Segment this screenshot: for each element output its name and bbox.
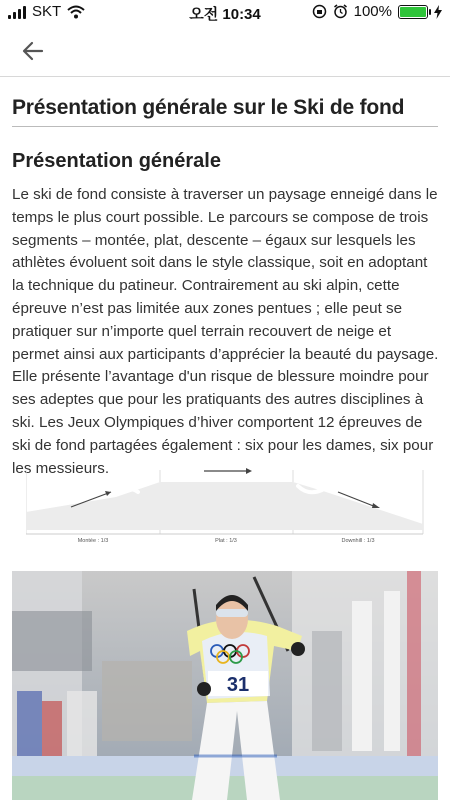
- battery-fill: [400, 7, 426, 17]
- course-profile-diagram: [26, 462, 426, 544]
- status-time: 오전 10:34: [189, 6, 261, 23]
- course-profile-shape: [26, 482, 423, 530]
- rotation-lock-icon: [312, 4, 327, 19]
- segment-label-downhill: Downhill : 1/3: [341, 538, 375, 544]
- back-arrow-icon[interactable]: [18, 36, 48, 66]
- bib-number: 31: [226, 674, 250, 696]
- status-right: [312, 3, 442, 20]
- article-title: Présentation générale sur le Ski de fond: [12, 96, 438, 127]
- charging-icon: [434, 5, 442, 19]
- status-bar: [0, 0, 450, 24]
- cross-country-skier-photo: [12, 571, 438, 800]
- alarm-icon: [333, 4, 348, 19]
- segment-label-plat: Plat : 1/3: [215, 538, 237, 544]
- navigation-bar: [0, 24, 450, 77]
- segment-label-montee: Montée : 1/3: [77, 538, 109, 544]
- article-paragraph: Le ski de fond consiste à traverser un paysage enneigé dans le temps le plus court possible. Le parcours se compose de trois segments – montée, plat, descente – égaux sur lesquels les athlètes évoluent soit dans le style classique, soit en adoptant la technique du patineur. Contrairement au ski alpin, cette épreuve n’est pas limitée aux zones pentues ; elle peut se pratiquer sur n’importe quel terrain recouvert de neige et permet ainsi aux participants d’apprécier la beauté du paysage. Elle présente l’avantage d'un risque de blessure moindre pour ses adeptes que pour les pratiquants des autres disciplines à ski. Les Jeux Olympiques d’hiver comportent 12 épreuves de ski de fond partagées également : six pour les dames, six pour les messieurs.: [12, 186, 439, 477]
- battery-icon: [398, 5, 428, 19]
- battery-percent: 100%: [353, 3, 392, 20]
- carrier-label: SKT: [32, 3, 62, 20]
- section-heading: Présentation générale: [12, 150, 221, 172]
